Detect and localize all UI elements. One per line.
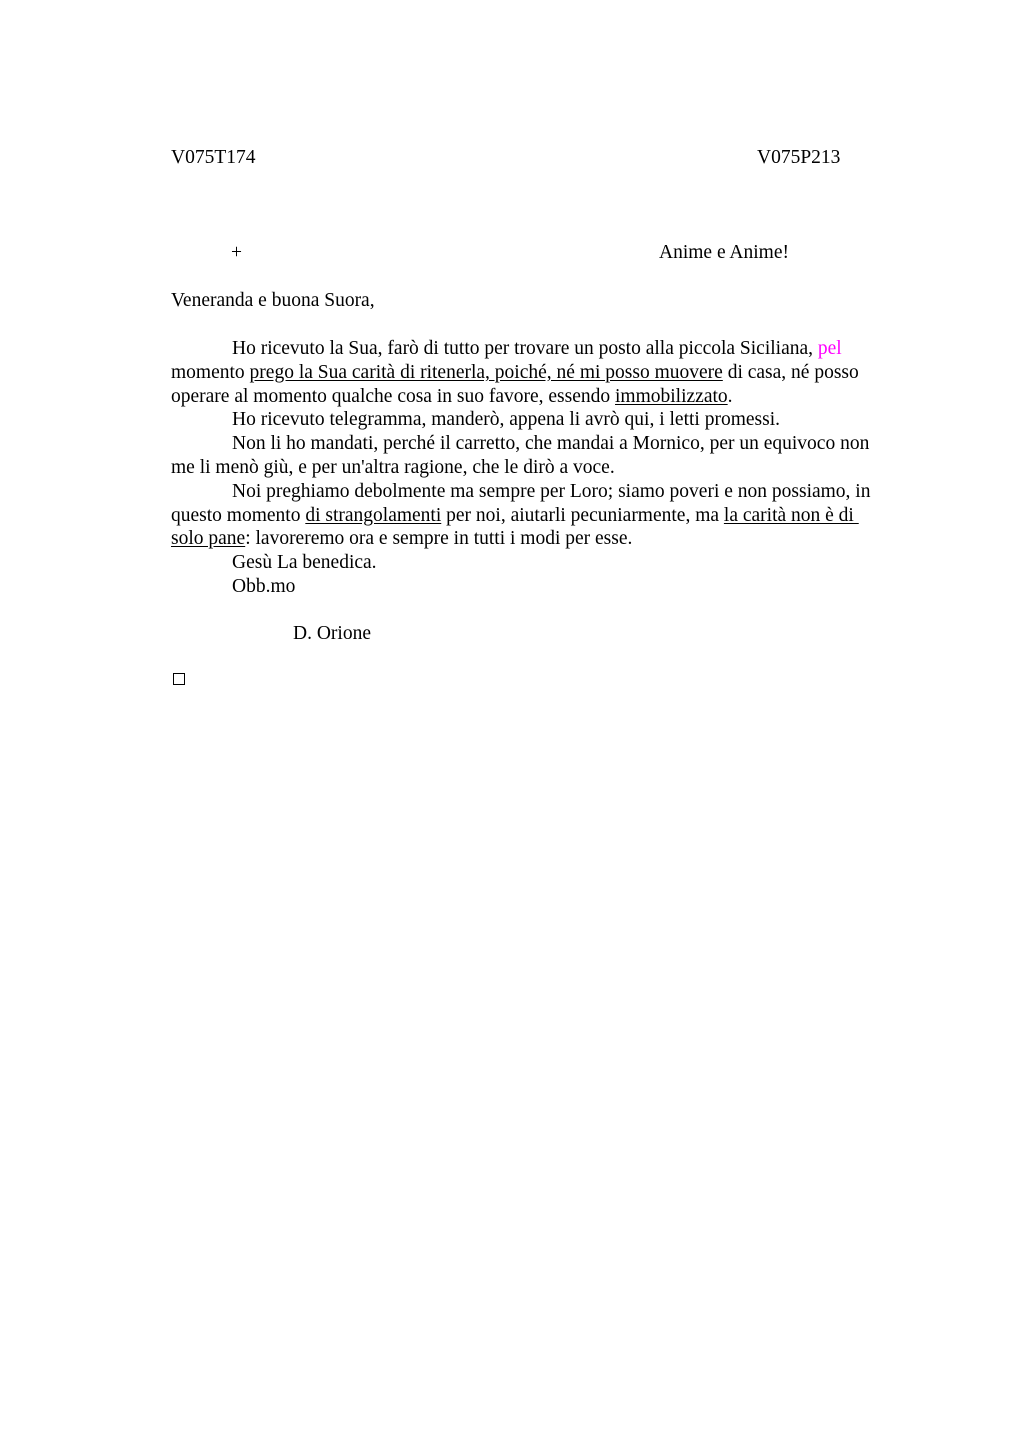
blessing-line: Gesù La benedica. (232, 552, 377, 573)
underlined-text: di strangolamenti (305, 505, 442, 526)
paragraph-text: . (727, 386, 733, 407)
paragraph-1-line-2 (171, 361, 859, 385)
signature: D. Orione (293, 623, 371, 644)
checkbox-icon (173, 673, 185, 685)
document-code-left: V075T174 (171, 147, 256, 168)
paragraph-text: Ho ricevuto la Sua, farò di tutto per trovare un posto alla piccola Siciliana, (232, 338, 818, 359)
paragraph-3-line-2: me li menò giù, e per un'altra ragione, che le dirò a voce. (171, 457, 615, 478)
underlined-text: solo pane (171, 528, 246, 549)
paragraph-3-line-1: Non li ho mandati, perché il carretto, che mandai a Mornico, per un equivoco non (232, 433, 870, 454)
underlined-text: la carità non è di (723, 505, 859, 526)
document-code-right: V075P213 (757, 147, 841, 168)
underlined-text: prego la Sua carità di ritenerla, poiché, né mi posso muovere (249, 362, 723, 383)
paragraph-1-line-1 (232, 337, 842, 361)
paragraph-text: questo momento (171, 505, 306, 526)
paragraph-text: momento (171, 362, 250, 383)
motto: Anime e Anime! (659, 242, 789, 263)
paragraph-1-line-3 (171, 385, 733, 409)
paragraph-4-line-1: Noi preghiamo debolmente ma sempre per Loro; siamo poveri e non possiamo, in (232, 481, 871, 502)
salutation: Veneranda e buona Suora, (171, 290, 375, 311)
cross-mark: + (231, 242, 242, 263)
paragraph-4-line-2 (171, 504, 859, 528)
paragraph-text: operare al momento qualche cosa in suo favore, essendo (171, 386, 616, 407)
paragraph-text: : lavoreremo ora e sempre in tutti i modi per esse. (245, 528, 633, 549)
paragraph-2: Ho ricevuto telegramma, manderò, appena li avrò qui, i letti promessi. (232, 409, 780, 430)
paragraph-4-line-3 (171, 527, 632, 551)
paragraph-text: di casa, né posso (722, 362, 859, 383)
paragraph-text: per noi, aiutarli pecuniarmente, ma (441, 505, 724, 526)
highlighted-word: pel (817, 338, 842, 359)
underlined-text: immobilizzato (615, 386, 728, 407)
closing-line: Obb.mo (232, 576, 296, 597)
